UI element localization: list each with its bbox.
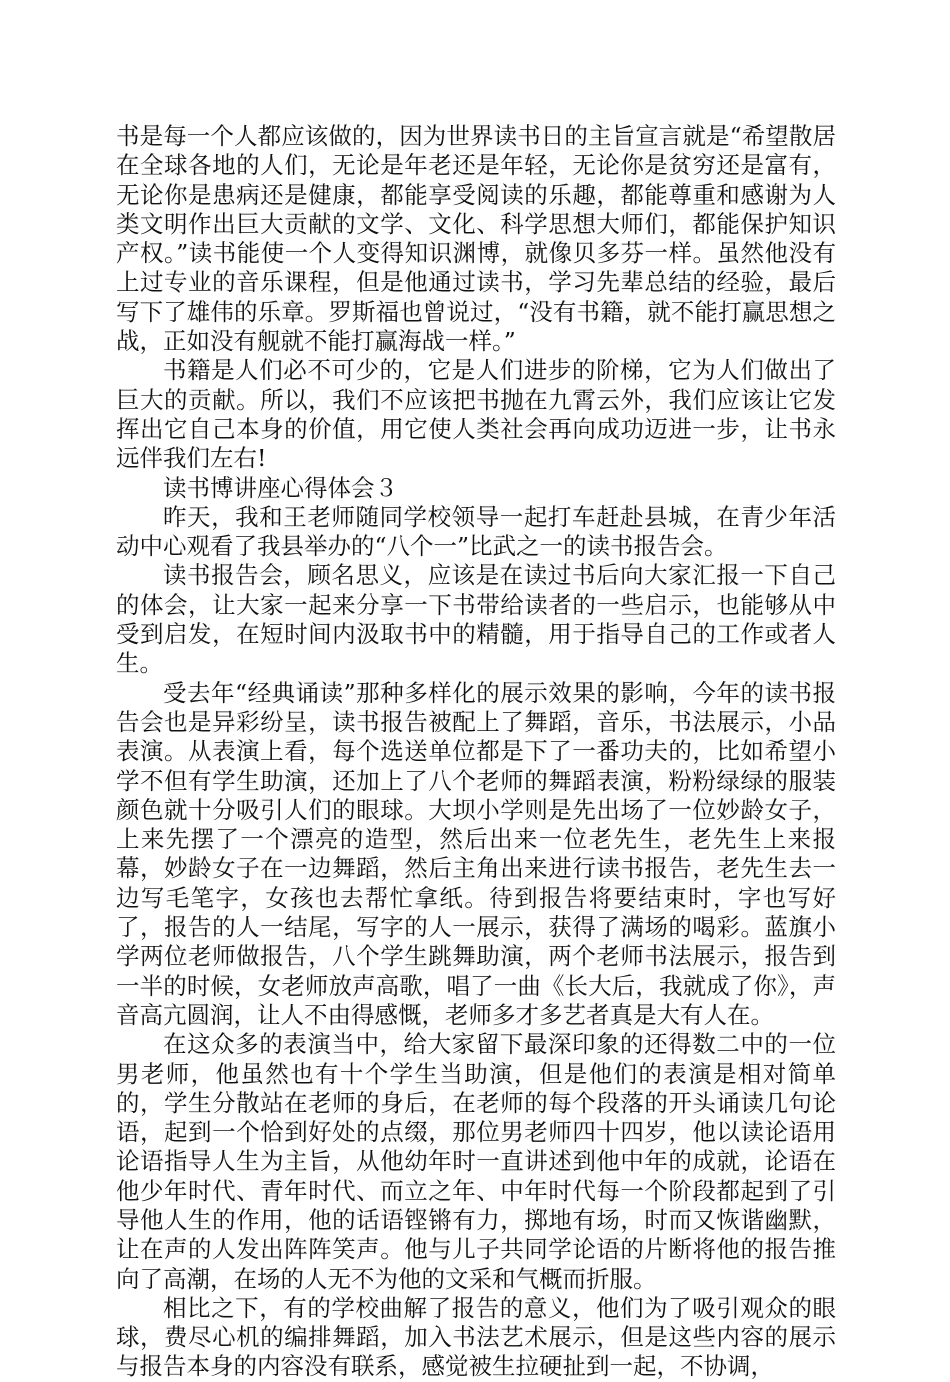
paragraph-report-meaning: 读书报告会，顾名思义，应该是在读过书后向大家汇报一下自己的体会，让大家一起来分享一下书带给读者的一些启示，也能够从中受到启发，在短时间内汲取书中的精髓，用于指导自己的工作或者人生。 — [116, 561, 836, 678]
section-heading: 读书博讲座心得体会３ — [163, 473, 398, 502]
paragraph-comparison: 相比之下，有的学校曲解了报告的意义，他们为了吸引观众的眼球，费尽心机的编排舞蹈，加入书法艺术展示，但是这些内容的展示与报告本身的内容没有联系，感觉被生拉硬扯到一起，不协调， — [116, 1293, 836, 1381]
paragraph-performances: 受去年“经典诵读”那种多样化的展示效果的影响，今年的读书报告会也是异彩纷呈，读书报告被配上了舞蹈，音乐，书法展示，小品表演。从表演上看，每个选送单位都是下了一番功夫的，比如希望小学不但有学生助演，还加上了八个老师的舞蹈表演，粉粉绿绿的服装颜色就十分吸引人们的眼球。大坝小学则是先出场了一位妙龄女子，上来先摆了一个漂亮的造型，然后出来一位老先生，老先生上来报幕，妙龄女子在一边舞蹈，然后主角出来进行读书报告，老先生去一边写毛笔字，女孩也去帮忙拿纸。待到报告将要结束时，字也写好了，报告的人一结尾，写字的人一展示，获得了满场的喝彩。蓝旗小学两位老师做报告，八个学生跳舞助演，两个老师书法展示，报告到一半的时候，女老师放声高歌，唱了一曲《长大后，我就成了你》，声音高亢圆润，让人不由得感慨，老师多才多艺者真是大有人在。 — [116, 678, 836, 1029]
document-body — [116, 122, 836, 1382]
paragraph-continuation: 书是每一个人都应该做的，因为世界读书日的主旨宣言就是“希望散居在全球各地的人们，无论是年老还是年轻，无论你是贫穷还是富有，无论你是患病还是健康，都能享受阅读的乐趣，都能尊重和感谢为人类文明作出巨大贡献的文学、文化、科学思想大师们，都能保护知识产权。”读书能使一个人变得知识渊博，就像贝多芬一样。虽然他没有上过专业的音乐课程，但是他通过读书，学习先辈总结的经验，最后写下了雄伟的乐章。罗斯福也曾说过，“没有书籍，就不能打赢思想之战，正如没有舰就不能打赢海战一样。” — [116, 122, 836, 356]
paragraph-male-teacher: 在这众多的表演当中，给大家留下最深印象的还得数二中的一位男老师，他虽然也有十个学生当助演，但是他们的表演是相对简单的，学生分散站在老师的身后，在老师的每个段落的开头诵读几句论语，起到一个恰到好处的点缀，那位男老师四十四岁，他以读论语用论语指导人生为主旨，从他幼年时一直讲述到他中年的成就，论语在他少年时代、青年时代、而立之年、中年时代每一个阶段都起到了引导他人生的作用，他的话语铿锵有力，掷地有场，时而又恢谐幽默，让在声的人发出阵阵笑声。他与儿子共同学论语的片断将他的报告推向了高潮，在场的人无不为他的文采和气概而折服。 — [116, 1030, 836, 1293]
paragraph-books-importance: 书籍是人们必不可少的，它是人们进步的阶梯，它为人们做出了巨大的贡献。所以，我们不应该把书抛在九霄云外，我们应该让它发挥出它自己本身的价值，用它使人类社会再向成功迈进一步，让书永远伴我们左右! — [116, 356, 836, 473]
paragraph-yesterday: 昨天，我和王老师随同学校领导一起打车赶赴县城，在青少年活动中心观看了我县举办的“八个一”比武之一的读书报告会。 — [116, 502, 836, 561]
